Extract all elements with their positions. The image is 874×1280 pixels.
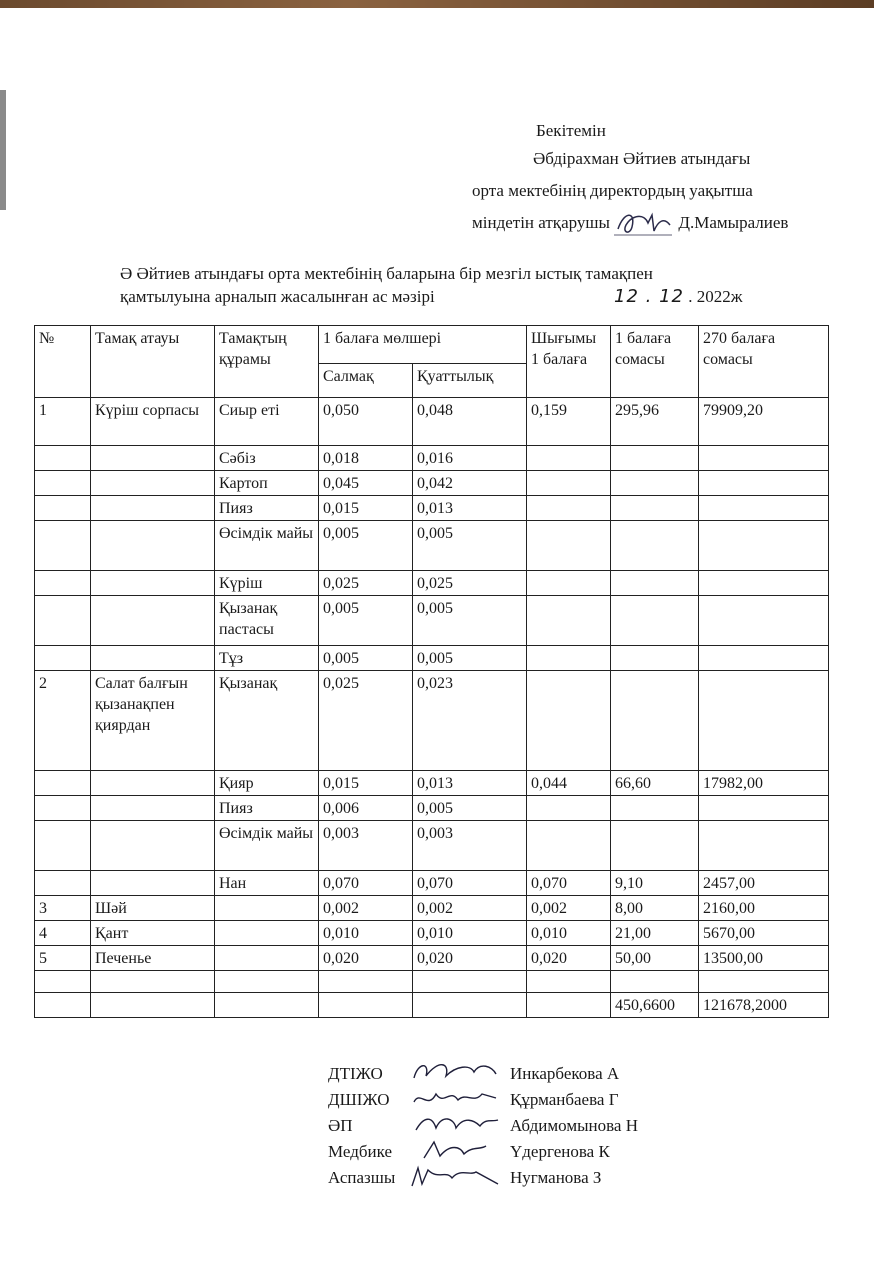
cell-name <box>91 571 215 596</box>
cell-composition <box>215 946 319 971</box>
menu-table <box>34 325 829 1018</box>
cell-price-1 <box>611 496 699 521</box>
cell-price-270 <box>699 971 829 993</box>
cell-name <box>91 796 215 821</box>
approval-heading: Бекітемін <box>536 121 606 140</box>
cell-price-1 <box>611 671 699 771</box>
cell-price-270 <box>699 596 829 646</box>
header-name: Тамақ атауы <box>91 326 215 398</box>
date-handwritten: 12 . 12 <box>614 286 684 307</box>
signature-role: ДШІЖО <box>328 1090 390 1109</box>
cell-no <box>35 571 91 596</box>
table-row <box>35 496 829 521</box>
total-consumption <box>527 993 611 1018</box>
total-price-270: 121678,2000 <box>699 993 829 1018</box>
cell-composition: Тұз <box>215 646 319 671</box>
total-composition <box>215 993 319 1018</box>
cell-composition: Өсімдік майы <box>215 821 319 871</box>
cell-price-270 <box>699 571 829 596</box>
cell-weight: 0,025 <box>319 571 413 596</box>
cell-strength: 0,070 <box>413 871 527 896</box>
table-row <box>35 471 829 496</box>
cell-consumption <box>527 821 611 871</box>
cell-name: Күріш сорпасы <box>91 398 215 446</box>
cell-composition: Қияр <box>215 771 319 796</box>
cell-strength: 0,048 <box>413 398 527 446</box>
signature-name: Абдимомынова Н <box>510 1116 638 1135</box>
cell-price-1: 9,10 <box>611 871 699 896</box>
cell-consumption: 0,159 <box>527 398 611 446</box>
cell-no <box>35 471 91 496</box>
signature-name: Нугманова З <box>510 1168 602 1187</box>
cell-price-270: 17982,00 <box>699 771 829 796</box>
cell-strength: 0,005 <box>413 521 527 571</box>
handwritten-signature <box>410 1162 500 1192</box>
signature-name: Үдергенова К <box>510 1142 610 1161</box>
cell-name: Печенье <box>91 946 215 971</box>
total-no <box>35 993 91 1018</box>
cell-name: Салат балғын қызанақпен қиярдан <box>91 671 215 771</box>
cell-composition: Өсімдік майы <box>215 521 319 571</box>
cell-price-270: 79909,20 <box>699 398 829 446</box>
cell-price-270 <box>699 646 829 671</box>
cell-no <box>35 796 91 821</box>
cell-price-1 <box>611 646 699 671</box>
totals-row <box>35 993 829 1018</box>
cell-consumption <box>527 471 611 496</box>
cell-consumption <box>527 446 611 471</box>
header-amount: 1 балаға мөлшері <box>319 326 527 364</box>
date-year: . 2022ж <box>688 287 743 306</box>
table-row <box>35 971 829 993</box>
cell-strength: 0,002 <box>413 896 527 921</box>
cell-price-270 <box>699 446 829 471</box>
cell-price-1 <box>611 446 699 471</box>
cell-name <box>91 596 215 646</box>
director-signature <box>614 207 674 241</box>
cell-name <box>91 471 215 496</box>
cell-composition: Сәбіз <box>215 446 319 471</box>
cell-composition: Нан <box>215 871 319 896</box>
table-row <box>35 521 829 571</box>
header-consumption: Шығымы 1 балаға <box>527 326 611 398</box>
header-composition: Тамақтың құрамы <box>215 326 319 398</box>
cell-composition: Күріш <box>215 571 319 596</box>
cell-no: 4 <box>35 921 91 946</box>
top-edge <box>0 0 874 8</box>
cell-weight: 0,050 <box>319 398 413 446</box>
director-name: Д.Мамыралиев <box>678 212 789 232</box>
cell-price-270 <box>699 796 829 821</box>
cell-name: Қант <box>91 921 215 946</box>
table-row <box>35 671 829 771</box>
approval-duties-text: міндетін атқарушы <box>472 212 610 232</box>
cell-strength: 0,003 <box>413 821 527 871</box>
cell-weight: 0,025 <box>319 671 413 771</box>
cell-composition <box>215 971 319 993</box>
cell-weight: 0,010 <box>319 921 413 946</box>
cell-consumption <box>527 596 611 646</box>
table-row <box>35 596 829 646</box>
cell-name <box>91 446 215 471</box>
table-row <box>35 796 829 821</box>
cell-no <box>35 971 91 993</box>
table-row <box>35 821 829 871</box>
table-row <box>35 771 829 796</box>
cell-weight: 0,045 <box>319 471 413 496</box>
table-row <box>35 896 829 921</box>
cell-strength: 0,013 <box>413 496 527 521</box>
left-edge <box>0 90 6 210</box>
approval-position: орта мектебінің директордың уақытша <box>472 181 753 200</box>
cell-no: 2 <box>35 671 91 771</box>
cell-name <box>91 771 215 796</box>
cell-no <box>35 771 91 796</box>
cell-no: 1 <box>35 398 91 446</box>
table-row <box>35 921 829 946</box>
cell-name: Шәй <box>91 896 215 921</box>
cell-consumption: 0,044 <box>527 771 611 796</box>
cell-price-270 <box>699 821 829 871</box>
cell-strength: 0,005 <box>413 596 527 646</box>
signature-role: Медбике <box>328 1142 392 1161</box>
table-row <box>35 398 829 446</box>
cell-no <box>35 496 91 521</box>
cell-weight: 0,015 <box>319 496 413 521</box>
cell-consumption <box>527 796 611 821</box>
cell-price-1 <box>611 471 699 496</box>
cell-strength: 0,023 <box>413 671 527 771</box>
cell-weight: 0,070 <box>319 871 413 896</box>
cell-consumption <box>527 571 611 596</box>
cell-price-1: 50,00 <box>611 946 699 971</box>
cell-price-1: 66,60 <box>611 771 699 796</box>
cell-no <box>35 871 91 896</box>
cell-consumption: 0,002 <box>527 896 611 921</box>
table-row <box>35 871 829 896</box>
cell-strength: 0,016 <box>413 446 527 471</box>
signature-role: ДТІЖО <box>328 1064 383 1083</box>
table-row <box>35 571 829 596</box>
table-row <box>35 446 829 471</box>
cell-price-270 <box>699 496 829 521</box>
header-strength: Қуаттылық <box>413 364 527 398</box>
cell-price-1: 21,00 <box>611 921 699 946</box>
cell-price-270 <box>699 521 829 571</box>
cell-strength: 0,025 <box>413 571 527 596</box>
cell-price-1: 8,00 <box>611 896 699 921</box>
cell-price-1 <box>611 571 699 596</box>
cell-strength: 0,013 <box>413 771 527 796</box>
cell-composition: Қызанақ <box>215 671 319 771</box>
cell-price-1 <box>611 796 699 821</box>
cell-price-270: 13500,00 <box>699 946 829 971</box>
total-price-1: 450,6600 <box>611 993 699 1018</box>
cell-consumption <box>527 496 611 521</box>
cell-consumption <box>527 971 611 993</box>
cell-name <box>91 821 215 871</box>
cell-name <box>91 971 215 993</box>
cell-consumption: 0,070 <box>527 871 611 896</box>
document-title <box>120 262 653 308</box>
cell-name <box>91 521 215 571</box>
signature-name: Инкарбекова А <box>510 1064 620 1083</box>
cell-no <box>35 446 91 471</box>
cell-composition: Картоп <box>215 471 319 496</box>
cell-composition <box>215 896 319 921</box>
signature-role: Аспазшы <box>328 1168 396 1187</box>
cell-price-1 <box>611 971 699 993</box>
table-row <box>35 646 829 671</box>
cell-composition: Пияз <box>215 496 319 521</box>
signature-name: Құрманбаева Г <box>510 1090 619 1109</box>
cell-weight <box>319 971 413 993</box>
cell-weight: 0,002 <box>319 896 413 921</box>
approval-school: Әбдірахман Әйтиев атындағы <box>533 149 751 168</box>
cell-weight: 0,006 <box>319 796 413 821</box>
cell-no <box>35 596 91 646</box>
header-price-270: 270 балаға сомасы <box>699 326 829 398</box>
cell-weight: 0,020 <box>319 946 413 971</box>
cell-strength: 0,005 <box>413 796 527 821</box>
cell-price-1 <box>611 821 699 871</box>
cell-price-270: 2457,00 <box>699 871 829 896</box>
cell-no: 5 <box>35 946 91 971</box>
cell-price-270 <box>699 671 829 771</box>
cell-no: 3 <box>35 896 91 921</box>
cell-consumption <box>527 646 611 671</box>
cell-price-1: 295,96 <box>611 398 699 446</box>
cell-consumption: 0,020 <box>527 946 611 971</box>
cell-weight: 0,005 <box>319 521 413 571</box>
cell-consumption <box>527 521 611 571</box>
cell-price-270: 5670,00 <box>699 921 829 946</box>
cell-strength: 0,010 <box>413 921 527 946</box>
cell-weight: 0,005 <box>319 646 413 671</box>
cell-consumption: 0,010 <box>527 921 611 946</box>
cell-strength <box>413 971 527 993</box>
total-name <box>91 993 215 1018</box>
cell-weight: 0,015 <box>319 771 413 796</box>
cell-price-1 <box>611 596 699 646</box>
cell-price-270: 2160,00 <box>699 896 829 921</box>
table-row <box>35 946 829 971</box>
header-price-1: 1 балаға сомасы <box>611 326 699 398</box>
cell-strength: 0,020 <box>413 946 527 971</box>
header-weight: Салмақ <box>319 364 413 398</box>
cell-no <box>35 821 91 871</box>
cell-strength: 0,042 <box>413 471 527 496</box>
header-no: № <box>35 326 91 398</box>
cell-weight: 0,005 <box>319 596 413 646</box>
cell-composition: Пияз <box>215 796 319 821</box>
cell-weight: 0,003 <box>319 821 413 871</box>
title-line-1: Ә Әйтиев атындағы орта мектебінің баларына бір мезгіл ыстық тамақпен <box>120 264 653 283</box>
document-date <box>614 285 742 308</box>
total-strength <box>413 993 527 1018</box>
cell-price-1 <box>611 521 699 571</box>
total-weight <box>319 993 413 1018</box>
cell-composition <box>215 921 319 946</box>
cell-name <box>91 646 215 671</box>
signature-role: ӘП <box>328 1116 353 1135</box>
cell-price-270 <box>699 471 829 496</box>
title-line-2: қамтылуына арналып жасалынған ас мәзірі <box>120 287 435 306</box>
cell-weight: 0,018 <box>319 446 413 471</box>
header-row <box>35 326 829 364</box>
cell-name <box>91 496 215 521</box>
cell-no <box>35 521 91 571</box>
cell-composition: Сиыр еті <box>215 398 319 446</box>
approval-duties <box>472 207 788 241</box>
cell-name <box>91 871 215 896</box>
cell-consumption <box>527 671 611 771</box>
cell-composition: Қызанақ пастасы <box>215 596 319 646</box>
cell-no <box>35 646 91 671</box>
cell-strength: 0,005 <box>413 646 527 671</box>
